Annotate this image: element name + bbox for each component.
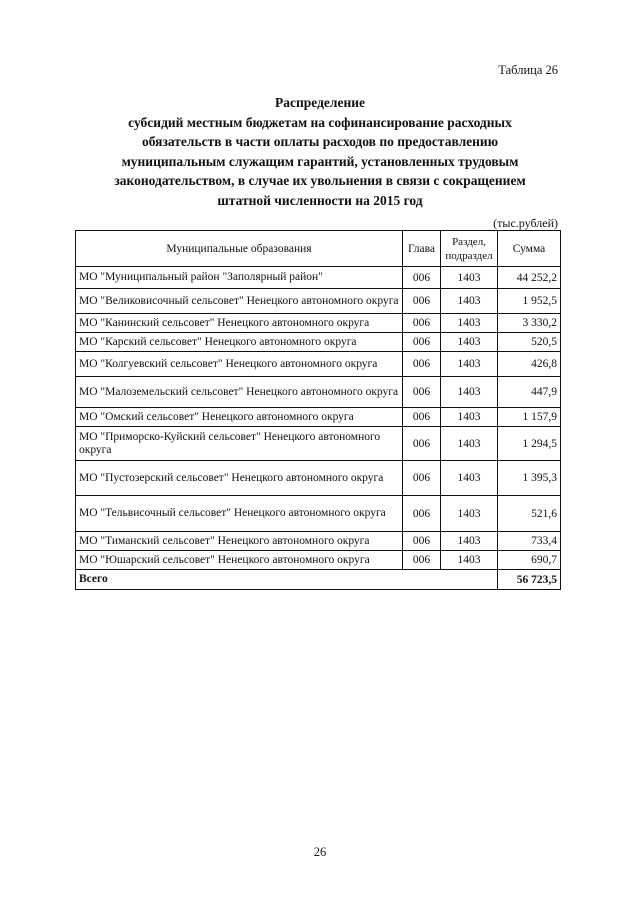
table-row — [76, 377, 561, 408]
row-razdel: 1403 — [441, 333, 498, 352]
document-title — [60, 93, 580, 210]
row-summa: 1 294,5 — [498, 427, 561, 461]
table-row — [76, 427, 561, 461]
total-summa: 56 723,5 — [498, 570, 561, 590]
row-razdel: 1403 — [441, 377, 498, 408]
header-name: Муниципальные образования — [76, 231, 403, 267]
row-name: МО "Пустозерский сельсовет" Ненецкого автономного округа — [76, 461, 403, 496]
row-summa: 1 952,5 — [498, 289, 561, 314]
row-name: МО "Колгуевский сельсовет" Ненецкого автономного округа — [76, 352, 403, 377]
row-name: МО "Карский сельсовет" Ненецкого автономного округа — [76, 333, 403, 352]
row-name: МО "Муниципальный район "Заполярный район" — [76, 267, 403, 289]
subsidy-table — [75, 230, 561, 590]
table-row — [76, 532, 561, 551]
table-row — [76, 314, 561, 333]
table-row — [76, 352, 561, 377]
row-summa: 44 252,2 — [498, 267, 561, 289]
row-razdel: 1403 — [441, 496, 498, 532]
table-row — [76, 408, 561, 427]
row-glava: 006 — [403, 377, 441, 408]
table-row — [76, 461, 561, 496]
row-razdel: 1403 — [441, 532, 498, 551]
row-razdel: 1403 — [441, 408, 498, 427]
row-summa: 426,8 — [498, 352, 561, 377]
row-glava: 006 — [403, 314, 441, 333]
title-line: законодательством, в случае их увольнения в связи с сокращением — [114, 173, 526, 188]
title-line: обязательств в части оплаты расходов по предоставлению — [141, 134, 499, 149]
row-summa: 733,4 — [498, 532, 561, 551]
row-glava: 006 — [403, 333, 441, 352]
row-glava: 006 — [403, 461, 441, 496]
row-glava: 006 — [403, 496, 441, 532]
title-line: субсидий местным бюджетам на софинансирование расходных — [128, 114, 512, 130]
row-name: МО "Приморско-Куйский сельсовет" Ненецкого автономного округа — [76, 427, 403, 461]
units-label: (тыс.рублей) — [493, 216, 558, 230]
total-row — [76, 570, 561, 590]
row-razdel: 1403 — [441, 267, 498, 289]
page-number: 26 — [313, 845, 327, 859]
row-name: МО "Канинский сельсовет" Ненецкого автономного округа — [76, 314, 403, 333]
header-summa: Сумма — [498, 231, 561, 267]
row-name: МО "Великовисочный сельсовет" Ненецкого автономного округа — [76, 289, 403, 314]
table-row — [76, 496, 561, 532]
row-name: МО "Омский сельсовет" Ненецкого автономного округа — [76, 408, 403, 427]
table-row — [76, 289, 561, 314]
row-summa: 3 330,2 — [498, 314, 561, 333]
row-razdel: 1403 — [441, 461, 498, 496]
row-name: МО "Юшарский сельсовет" Ненецкого автономного округа — [76, 551, 403, 570]
table-header-row — [76, 231, 561, 267]
title-line: штатной численности на 2015 год — [217, 192, 423, 208]
row-glava: 006 — [403, 408, 441, 427]
row-summa: 447,9 — [498, 377, 561, 408]
row-glava: 006 — [403, 352, 441, 377]
row-glava: 006 — [403, 532, 441, 551]
row-razdel: 1403 — [441, 289, 498, 314]
row-name: МО "Тиманский сельсовет" Ненецкого автономного округа — [76, 532, 403, 551]
row-glava: 006 — [403, 427, 441, 461]
table-row — [76, 333, 561, 352]
row-glava: 006 — [403, 289, 441, 314]
header-razdel: Раздел, подраздел — [441, 231, 498, 267]
header-glava: Глава — [403, 231, 441, 267]
row-razdel: 1403 — [441, 314, 498, 333]
row-glava: 006 — [403, 267, 441, 289]
row-razdel: 1403 — [441, 352, 498, 377]
row-summa: 520,5 — [498, 333, 561, 352]
row-summa: 1 157,9 — [498, 408, 561, 427]
title-line: муниципальным служащим гарантий, установленных трудовым — [121, 153, 519, 169]
row-summa: 690,7 — [498, 551, 561, 570]
table-number: Таблица 26 — [498, 63, 558, 77]
row-razdel: 1403 — [441, 427, 498, 461]
table-row — [76, 551, 561, 570]
row-name: МО "Тельвисочный сельсовет" Ненецкого автономного округа — [76, 496, 403, 532]
row-glava: 006 — [403, 551, 441, 570]
row-summa: 1 395,3 — [498, 461, 561, 496]
total-label: Всего — [76, 570, 498, 590]
table-body — [76, 267, 561, 590]
row-razdel: 1403 — [441, 551, 498, 570]
title-line: Распределение — [274, 95, 366, 110]
table-row — [76, 267, 561, 289]
row-name: МО "Малоземельский сельсовет" Ненецкого автономного округа — [76, 377, 403, 408]
row-summa: 521,6 — [498, 496, 561, 532]
